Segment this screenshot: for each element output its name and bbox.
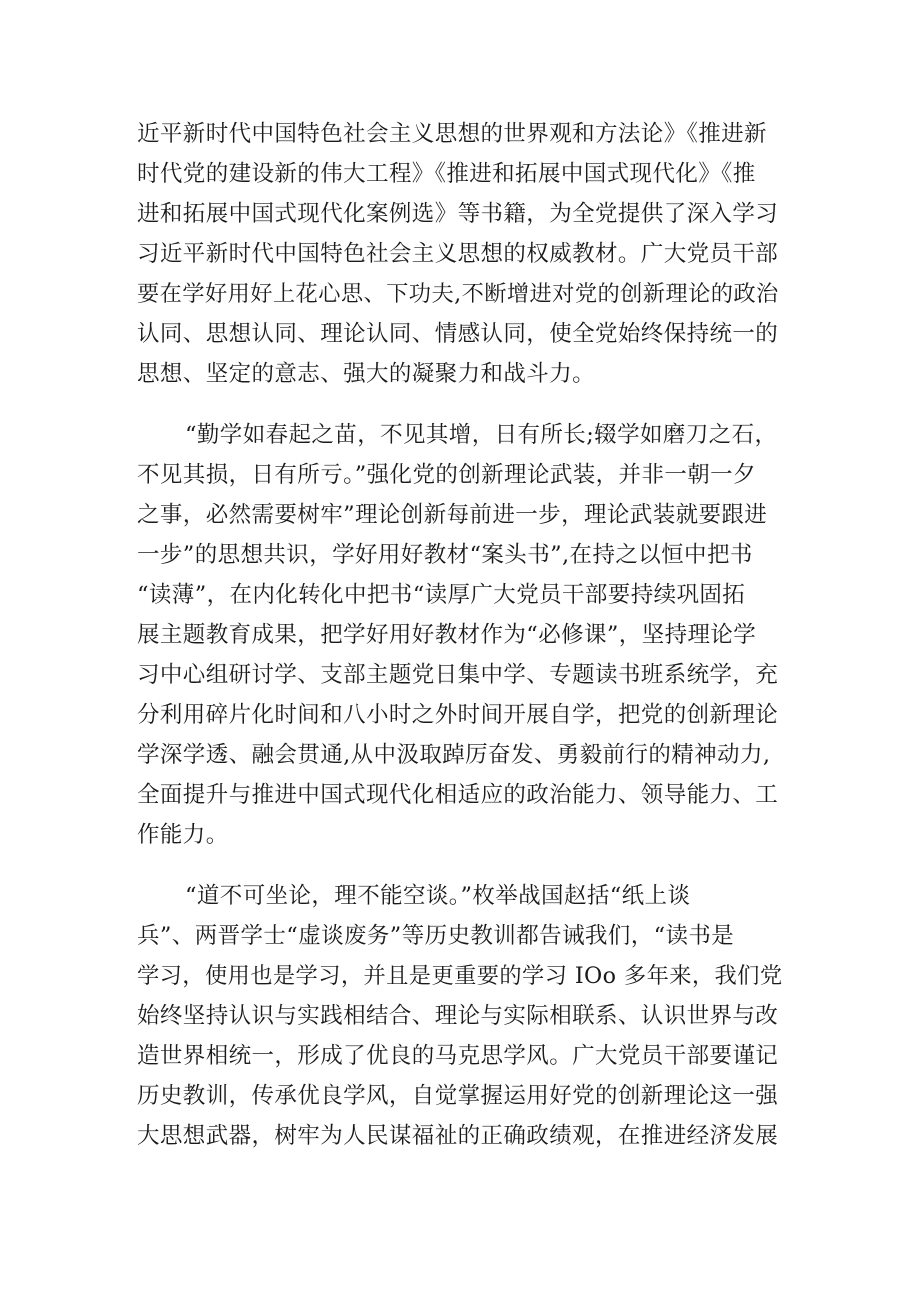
- text-line: 时代党的建设新的伟大工程》《推进和拓展中国式现代化》《推: [137, 161, 756, 187]
- text-line: 全面提升与推进中国式现代化相适应的政治能力、领导能力、工: [137, 782, 779, 808]
- text-line: 近平新时代中国特色社会主义思想的世界观和方法论》《推进新: [137, 121, 767, 147]
- text-line: 展主题教育成果，把学好用好教材作为“必修课”，坚持理论学: [137, 622, 757, 648]
- text-line: 思想、坚定的意志、强大的凝聚力和战斗力。: [137, 361, 596, 387]
- text-line: 认同、思想认同、理论认同、情感认同，使全党始终保持统一的: [137, 321, 779, 347]
- text-line: 历史教训，传承优良学风，自觉掌握运用好党的创新理论这一强: [137, 1083, 779, 1109]
- text-line: 学深学透、融会贯通,从中汲取踔厉奋发、勇毅前行的精神动力,: [137, 742, 771, 768]
- text-line: 一步”的思想共识，学好用好教材“案头书”,在持之以恒中把书: [137, 542, 753, 568]
- text-line: 分利用碎片化时间和八小时之外时间开展自学，把党的创新理论: [137, 702, 779, 728]
- text-line: 兵”、两晋学士“虚谈废务”等历史教训都告诫我们，“读书是: [137, 923, 735, 949]
- text-line: 习近平新时代中国特色社会主义思想的权威教材。广大党员干部: [137, 241, 779, 267]
- text-line: 进和拓展中国式现代化案例选》等书籍，为全党提供了深入学习: [137, 201, 779, 227]
- paragraph-first-line: “勤学如春起之苗，不见其增，日有所长;辍学如磨刀之石，: [185, 422, 778, 448]
- paragraph-first-line: “道不可坐论，理不能空谈。”枚举战国赵括“纸上谈: [185, 883, 691, 909]
- text-line: 大思想武器，树牢为人民谋福祉的正确政绩观，在推进经济发展: [137, 1123, 779, 1149]
- text-line: 作能力。: [137, 822, 229, 848]
- text-line: 不见其损，日有所亏。”强化党的创新理论武装，并非一朝一夕: [137, 462, 756, 488]
- text-line: 之事，必然需要树牢”理论创新每前进一步，理论武装就要跟进: [137, 502, 768, 528]
- text-line: 习中心组研讨学、支部主题党日集中学、专题读书班系统学，充: [137, 662, 779, 688]
- text-line: 学习，使用也是学习，并且是更重要的学习 IOo 多年来，我们党: [137, 963, 783, 989]
- text-line: 始终坚持认识与实践相结合、理论与实际相联系、认识世界与改: [137, 1003, 779, 1029]
- text-line: 要在学好用好上花心思、下功夫,不断增进对党的创新理论的政治: [137, 281, 779, 307]
- text-line: “读薄”，在内化转化中把书“读厚广大党员干部要持续巩固拓: [137, 582, 746, 608]
- text-line: 造世界相统一，形成了优良的马克思学风。广大党员干部要谨记: [137, 1043, 779, 1069]
